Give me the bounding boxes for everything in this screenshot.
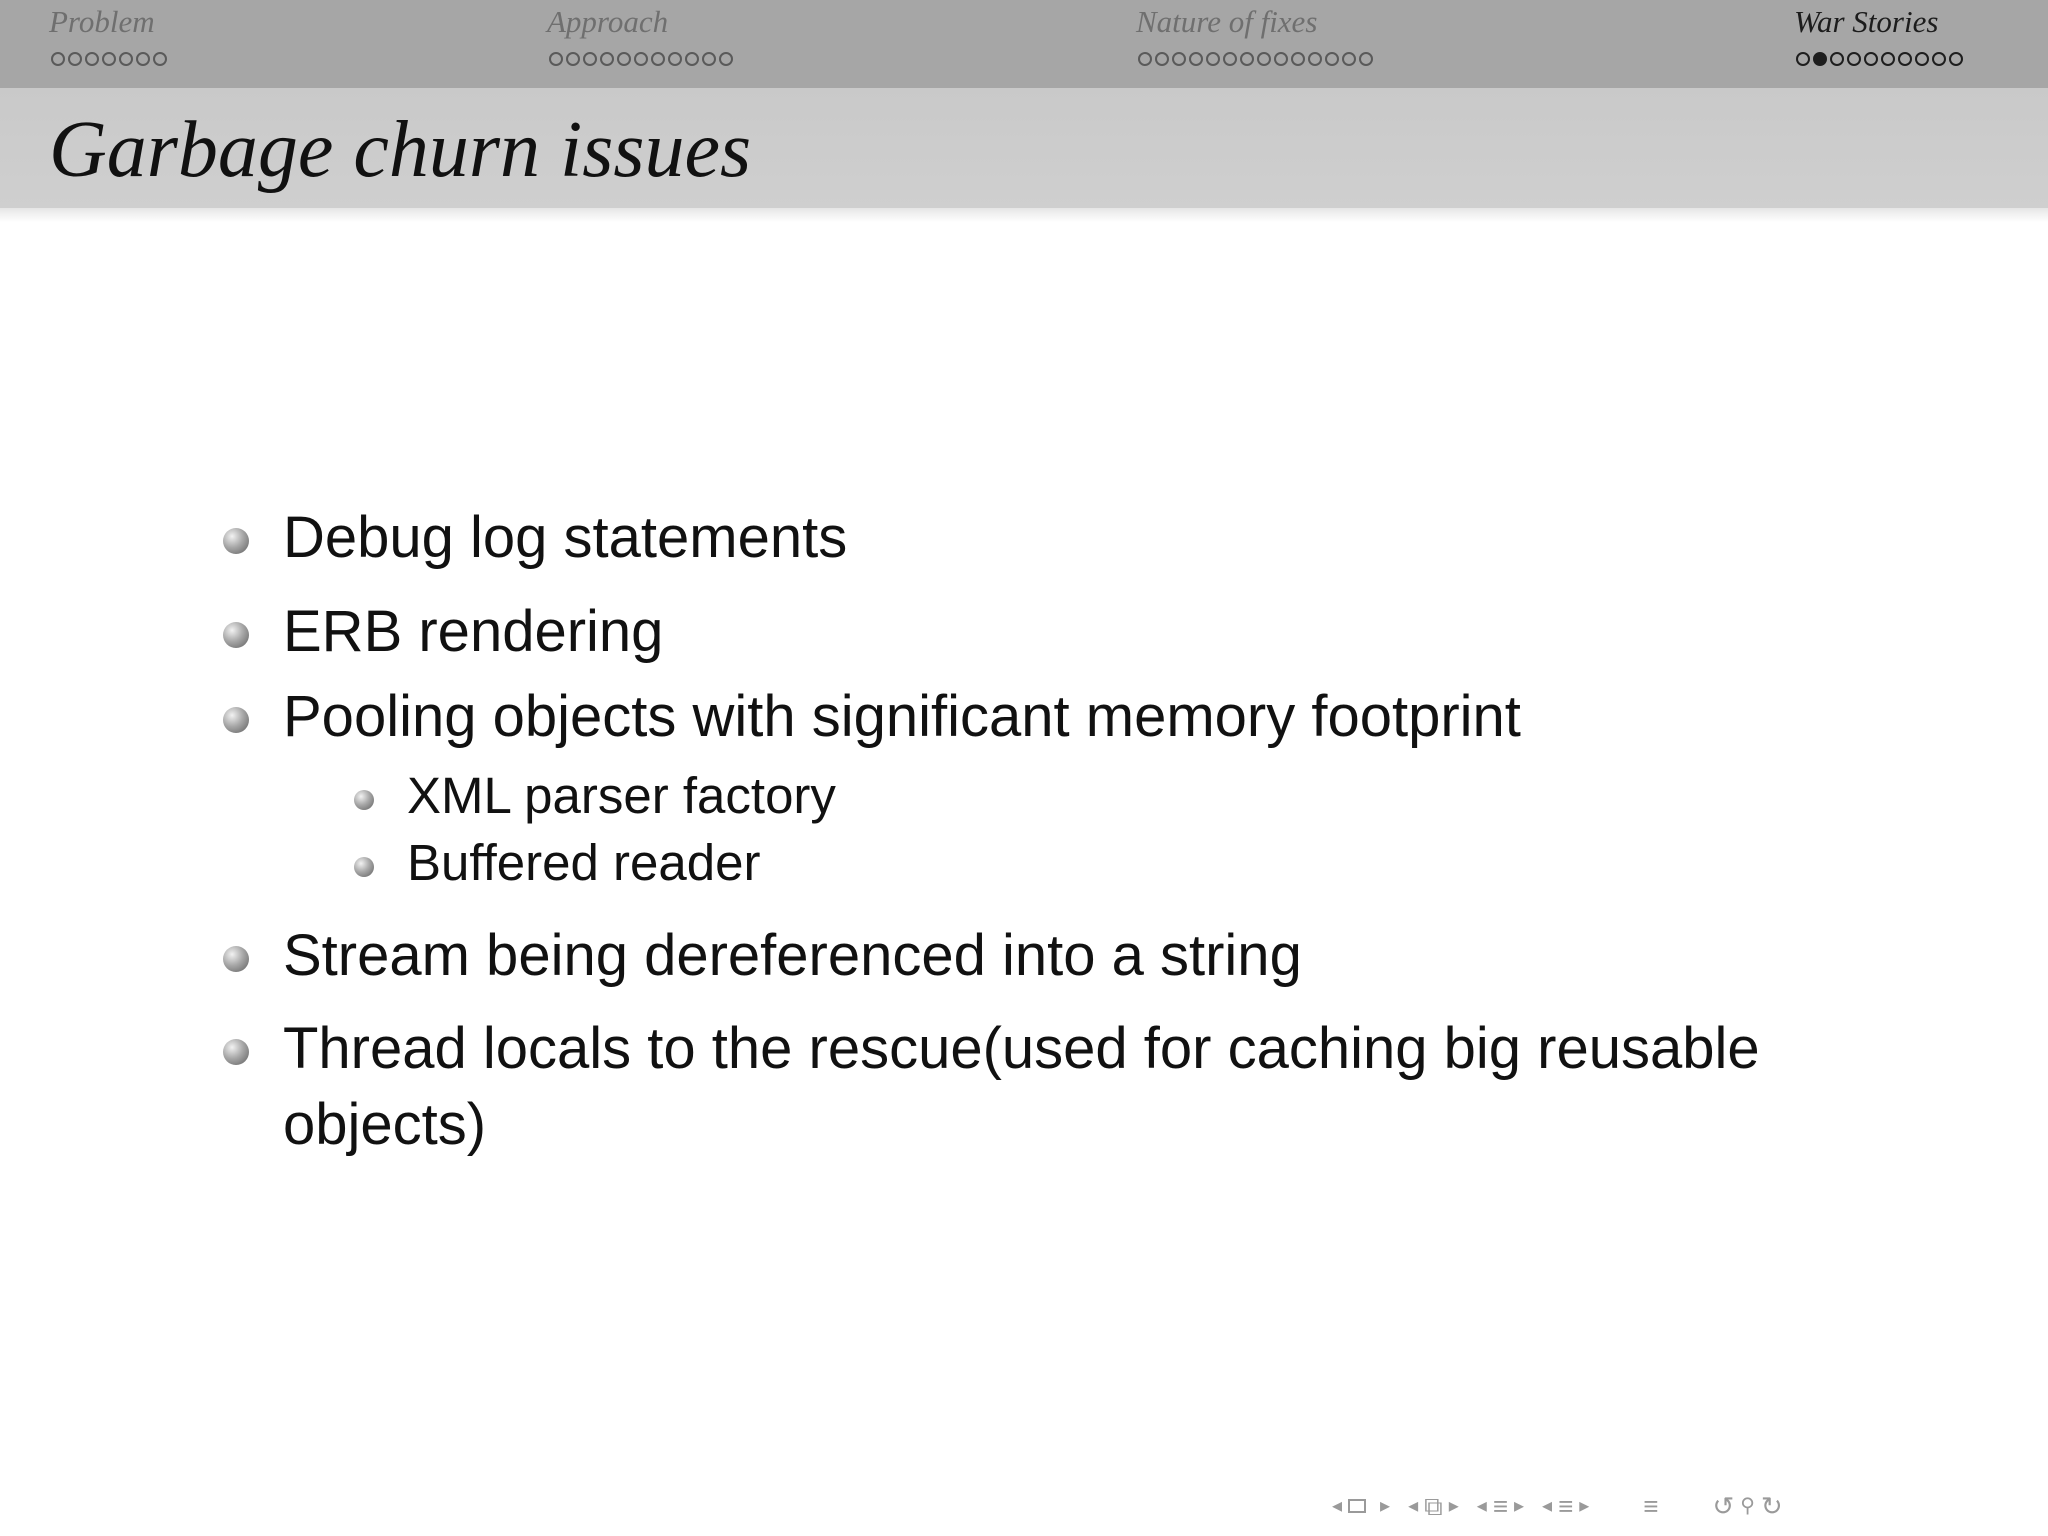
bullet-icon: [223, 1039, 249, 1065]
next-frame-icon[interactable]: ▸: [1380, 1495, 1391, 1517]
current-frame-dot[interactable]: [1813, 52, 1827, 66]
bullet-icon: [223, 528, 249, 554]
subsection-icon[interactable]: ⧉: [1424, 1491, 1443, 1521]
sub-list-item-text: Buffered reader: [407, 834, 761, 891]
sub-bullet-icon: [354, 857, 374, 877]
section-dots: [51, 52, 167, 66]
frame-dot[interactable]: [685, 52, 699, 66]
frame-dot[interactable]: [119, 52, 133, 66]
list-item-text: Stream being dereferenced into a string: [283, 923, 1302, 988]
frame-dot[interactable]: [1915, 52, 1929, 66]
back-icon[interactable]: ↺: [1712, 1491, 1735, 1521]
list-item: [283, 1011, 1760, 1163]
frame-dot[interactable]: [1830, 52, 1844, 66]
frame-dot[interactable]: [1932, 52, 1946, 66]
sub-list-item: [407, 830, 760, 896]
frame-dot[interactable]: [1325, 52, 1339, 66]
frame-dot[interactable]: [600, 52, 614, 66]
frame-icon[interactable]: [1348, 1499, 1366, 1513]
frame-dot[interactable]: [1155, 52, 1169, 66]
next-subsection-icon[interactable]: ▸: [1448, 1495, 1459, 1517]
list-item-text: Thread locals to the rescue(used for caching big reusable: [283, 1016, 1760, 1081]
frame-dot[interactable]: [1274, 52, 1288, 66]
list-item-text: Debug log statements: [283, 505, 848, 570]
section-dots: [1138, 52, 1373, 66]
frame-title-bar: [0, 88, 2048, 208]
frame-dot[interactable]: [136, 52, 150, 66]
list-item: [283, 594, 663, 670]
next-slide-icon[interactable]: ▸: [1579, 1495, 1590, 1517]
frame-dot[interactable]: [719, 52, 733, 66]
section-label[interactable]: Nature of fixes: [1136, 4, 1318, 39]
frame-dot[interactable]: [1240, 52, 1254, 66]
frame-dot[interactable]: [583, 52, 597, 66]
sub-list-item-text: XML parser factory: [407, 767, 836, 824]
prev-section-icon[interactable]: ◂: [1476, 1495, 1487, 1517]
outline-icon[interactable]: ≡: [1643, 1491, 1659, 1521]
sub-bullet-icon: [354, 790, 374, 810]
list-item: [283, 500, 847, 576]
section-label[interactable]: Approach: [547, 4, 669, 39]
section-navigation: [0, 0, 2048, 88]
frame-dot[interactable]: [1949, 52, 1963, 66]
list-item: [283, 679, 1521, 755]
frame-dot[interactable]: [1291, 52, 1305, 66]
frame-title: Garbage churn issues: [49, 106, 752, 194]
frame-dot[interactable]: [1342, 52, 1356, 66]
frame-dot[interactable]: [1796, 52, 1810, 66]
frame-dot[interactable]: [1359, 52, 1373, 66]
bullet-icon: [223, 946, 249, 972]
navigation-symbols: [1332, 1488, 1789, 1524]
frame-dot[interactable]: [651, 52, 665, 66]
frame-dot[interactable]: [153, 52, 167, 66]
frame-dot[interactable]: [1172, 52, 1186, 66]
frame-dot[interactable]: [1189, 52, 1203, 66]
frame-dot[interactable]: [617, 52, 631, 66]
section-dots: [549, 52, 733, 66]
section-label[interactable]: War Stories: [1794, 4, 1939, 39]
bullet-icon: [223, 707, 249, 733]
section-icon[interactable]: ≡: [1492, 1491, 1508, 1521]
frame-dot[interactable]: [51, 52, 65, 66]
slide-icon[interactable]: ≡: [1558, 1491, 1574, 1521]
search-icon[interactable]: ⚲: [1740, 1495, 1755, 1517]
frame-dot[interactable]: [1881, 52, 1895, 66]
frame-dot[interactable]: [634, 52, 648, 66]
frame-dot[interactable]: [1308, 52, 1322, 66]
frame-dot[interactable]: [549, 52, 563, 66]
list-item-text: ERB rendering: [283, 599, 664, 664]
frame-dot[interactable]: [702, 52, 716, 66]
forward-icon[interactable]: ↻: [1760, 1491, 1783, 1521]
section-label[interactable]: Problem: [49, 4, 155, 39]
next-section-icon[interactable]: ▸: [1513, 1495, 1525, 1517]
frame-dot[interactable]: [1223, 52, 1237, 66]
frame-dot[interactable]: [1847, 52, 1861, 66]
frame-dot[interactable]: [68, 52, 82, 66]
frame-dot[interactable]: [1898, 52, 1912, 66]
frame-dot[interactable]: [1257, 52, 1271, 66]
bullet-icon: [223, 622, 249, 648]
section-dots: [1796, 52, 1963, 66]
list-item-text-continued: objects): [283, 1092, 487, 1157]
list-item: [283, 918, 1302, 994]
frame-dot[interactable]: [566, 52, 580, 66]
frame-dot[interactable]: [1138, 52, 1152, 66]
frame-dot[interactable]: [85, 52, 99, 66]
list-item-text: Pooling objects with significant memory footprint: [283, 684, 1521, 749]
frame-dot[interactable]: [102, 52, 116, 66]
sub-list-item: [407, 763, 836, 829]
prev-frame-icon[interactable]: ◂: [1332, 1495, 1343, 1517]
prev-subsection-icon[interactable]: ◂: [1408, 1495, 1419, 1517]
frame-dot[interactable]: [1206, 52, 1220, 66]
prev-slide-icon[interactable]: ◂: [1542, 1495, 1553, 1517]
frame-dot[interactable]: [1864, 52, 1878, 66]
frame-dot[interactable]: [668, 52, 682, 66]
